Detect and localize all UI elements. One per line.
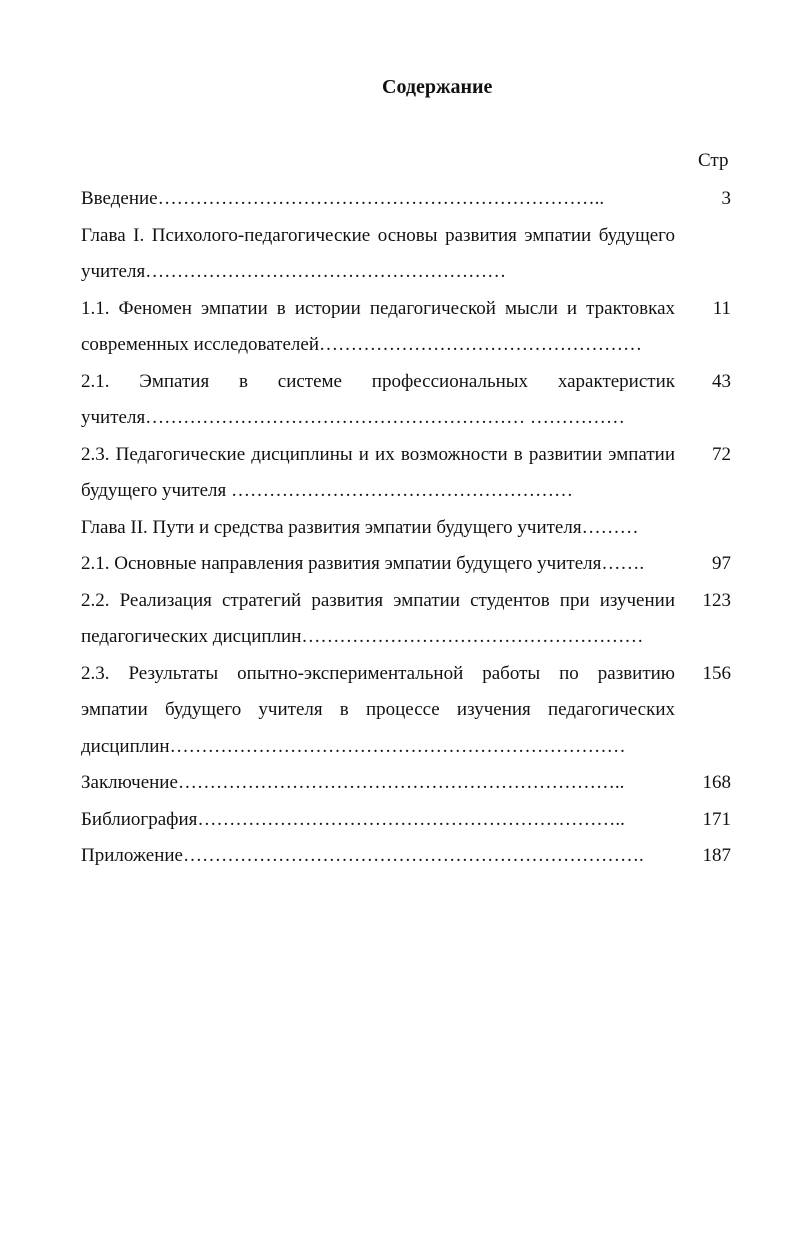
toc-entry-appendix bbox=[81, 838, 739, 875]
table-of-contents bbox=[81, 181, 739, 875]
toc-entry-text: Заключение…………………………………………………………….. bbox=[81, 772, 625, 793]
toc-entry-2-1-directions bbox=[81, 546, 739, 583]
page-column-header: Стр bbox=[698, 150, 729, 171]
toc-entry-page: 43 bbox=[712, 370, 731, 392]
toc-entry-page: 171 bbox=[702, 808, 731, 830]
toc-entry-text: Введение…………………………………………………………….. bbox=[81, 188, 605, 209]
toc-entry-1-1 bbox=[81, 291, 739, 364]
toc-entry-page: 3 bbox=[721, 188, 731, 209]
toc-entry-page: 11 bbox=[712, 297, 731, 319]
toc-entry-page: 168 bbox=[702, 772, 731, 793]
toc-entry-text: Глава II. Пути и средства развития эмпатии будущего учителя……… bbox=[81, 516, 639, 538]
toc-entry-text: 2.3. Результаты опытно-экспериментальной работы по развитию эмпатии будущего учителя в процессе изучения педагогических дисциплин……………………………………………………………… bbox=[81, 662, 675, 757]
toc-entry-page: 156 bbox=[702, 662, 731, 684]
toc-entry-introduction bbox=[81, 181, 739, 218]
toc-entry-page: 187 bbox=[702, 845, 731, 866]
toc-entry-text: Глава I. Психолого-педагогические основы развития эмпатии будущего учителя………………………………………………… bbox=[81, 224, 675, 282]
toc-entry-chapter-1 bbox=[81, 218, 739, 291]
toc-entry-text: Приложение………………………………………………………………. bbox=[81, 845, 644, 866]
toc-entry-2-3-results bbox=[81, 656, 739, 766]
toc-entry-text: Библиография………………………………………………………….. bbox=[81, 808, 625, 830]
toc-entry-conclusion bbox=[81, 765, 739, 802]
toc-entry-text: 2.1. Эмпатия в системе профессиональных характеристик учителя…………………………………………………… …………… bbox=[81, 370, 675, 428]
toc-entry-page: 123 bbox=[702, 589, 731, 611]
toc-entry-2-2-strategies bbox=[81, 583, 739, 656]
toc-entry-text: 2.1. Основные направления развития эмпатии будущего учителя……. bbox=[81, 553, 645, 574]
toc-entry-chapter-2 bbox=[81, 510, 739, 547]
toc-entry-bibliography bbox=[81, 802, 739, 839]
toc-entry-page: 97 bbox=[712, 553, 731, 574]
toc-entry-2-1-empathy bbox=[81, 364, 739, 437]
toc-entry-text: 2.3. Педагогические дисциплины и их возможности в развитии эмпатии будущего учителя ……………………………………………… bbox=[81, 443, 675, 501]
toc-entry-page: 72 bbox=[712, 443, 731, 465]
toc-entry-2-3-disciplines bbox=[81, 437, 739, 510]
toc-entry-text: 1.1. Феномен эмпатии в истории педагогической мысли и трактовках современных исследователей…………………………………………… bbox=[81, 297, 675, 355]
page-title: Содержание bbox=[382, 76, 493, 98]
toc-entry-text: 2.2. Реализация стратегий развития эмпатии студентов при изучении педагогических дисциплин……………………………………………… bbox=[81, 589, 675, 647]
